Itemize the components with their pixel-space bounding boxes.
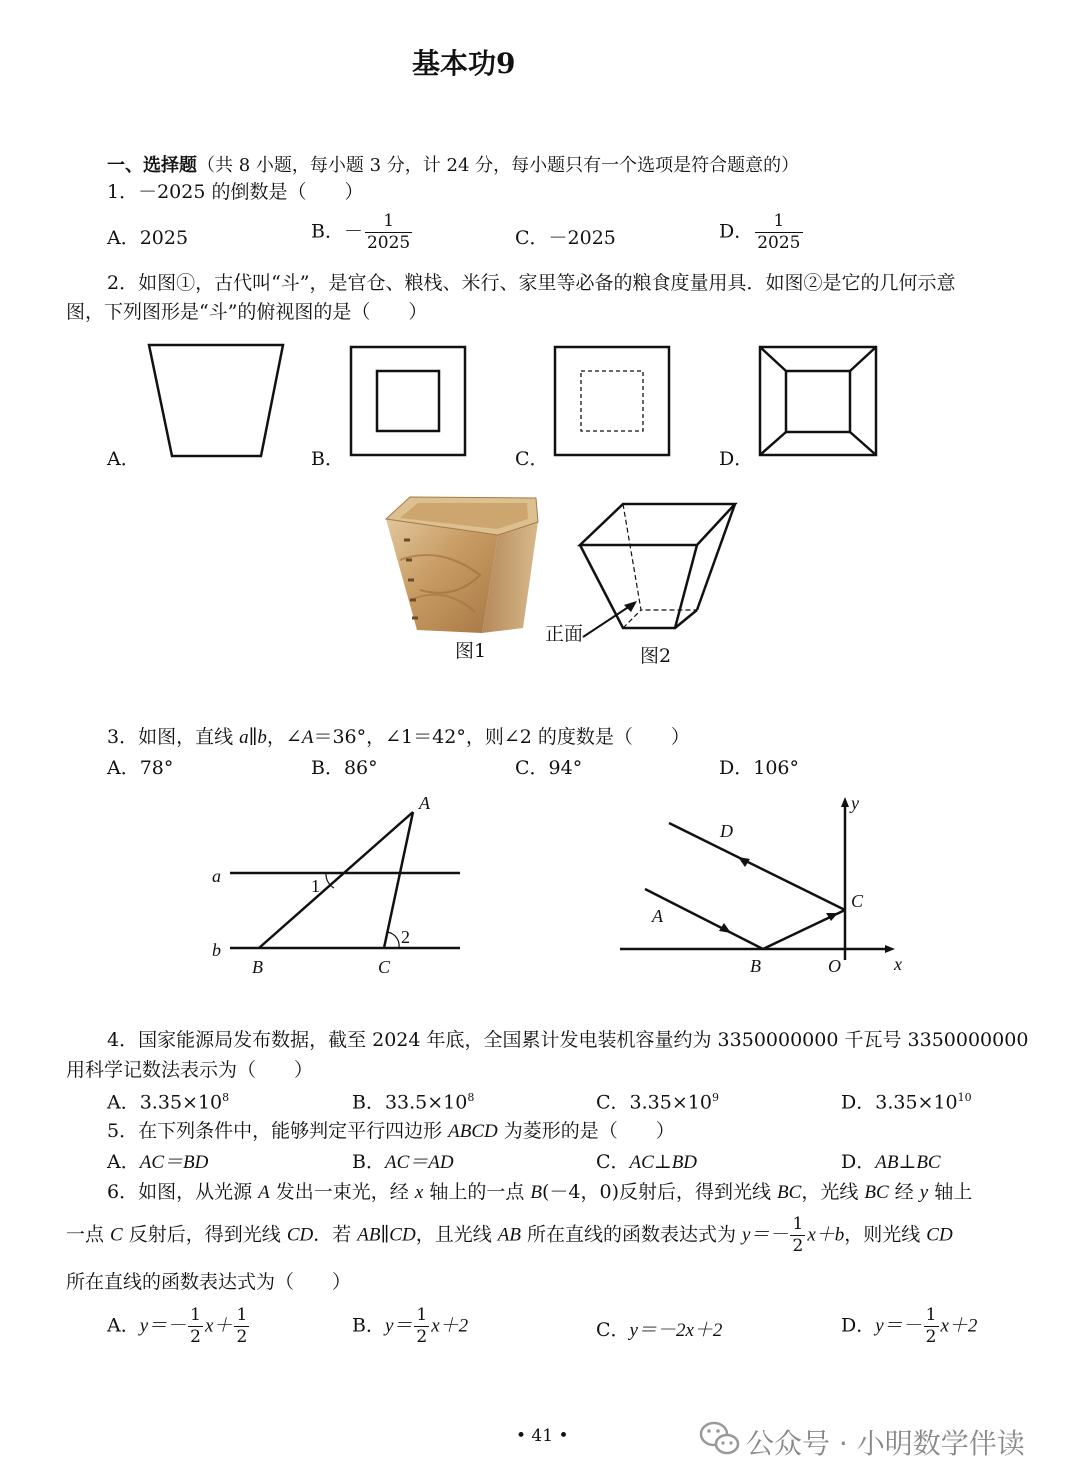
expr-part: y＝－ (875, 1315, 922, 1337)
page-title: 基本功9 (412, 47, 516, 80)
expr-part: y＝－2x＋2 (629, 1320, 723, 1341)
q5-option-d-text: AB⊥BC (875, 1152, 941, 1173)
q6-text: 反射后，得到光线 (122, 1223, 287, 1246)
q6-text: ．若 (313, 1223, 358, 1246)
fraction-numerator: 1 (236, 1305, 248, 1325)
q3-option-a: A．78° (107, 757, 174, 779)
var-A: A (301, 727, 314, 748)
q6-text: 经 (888, 1181, 920, 1203)
parallel-symbol: ∥ (380, 1223, 390, 1246)
fraction-denominator: 2 (925, 1327, 937, 1347)
front-label: 正面 (545, 623, 584, 645)
q1-stem: 1．－2025 的倒数是（ ） (107, 181, 364, 203)
fraction-numerator: 1 (365, 213, 412, 233)
watermark: 公众号 · 小明数学伴读 (746, 1427, 1025, 1460)
section-note: （共 8 小题，每小题 3 分，计 24 分，每小题只有一个选项是符合题意的） (197, 155, 800, 176)
option-prefix: C． (596, 1151, 630, 1173)
q4-option-d-base: D．3.35×10 (841, 1091, 958, 1114)
expr-part: y＝－ (742, 1224, 789, 1246)
var-CD: CD (926, 1224, 953, 1246)
exponent: 10 (957, 1091, 972, 1104)
q4-option-a-base: A．3.35×10 (107, 1091, 223, 1114)
q6-text: 所在直线的函数表达式为 (520, 1223, 743, 1246)
var-ABCD: ABCD (448, 1121, 498, 1142)
label-angle-1: 1 (311, 876, 320, 896)
fraction-denominator: 2025 (757, 233, 801, 253)
label-angle-2: 2 (401, 927, 410, 947)
q6-text: 轴上的一点 (423, 1181, 531, 1203)
exponent: 9 (711, 1091, 719, 1104)
option-prefix: B． (352, 1151, 385, 1173)
var-BC: BC (864, 1182, 889, 1203)
fraction-denominator: 2 (416, 1327, 428, 1347)
fraction-numerator: 1 (190, 1305, 201, 1325)
q3-option-d: D．106° (719, 757, 799, 779)
var-BC: BC (777, 1182, 802, 1203)
fraction-numerator: 1 (755, 213, 802, 233)
var-CD: CD (389, 1224, 416, 1246)
q6-text: ，光线 (801, 1181, 865, 1203)
option-prefix: B． (352, 1314, 385, 1337)
q1-option-c: C．－2025 (515, 227, 616, 249)
var-b: b (257, 727, 267, 748)
q6-text: ，则光线 (844, 1223, 927, 1246)
label-B: B (252, 957, 263, 977)
var-x: x (414, 1182, 424, 1203)
exponent: 8 (467, 1091, 475, 1104)
q2-option-b: B． (311, 448, 344, 470)
label-y: y (851, 793, 859, 813)
parallel-symbol: ∥ (248, 726, 258, 748)
figure-1-caption: 图1 (455, 640, 487, 662)
q3-stem-part: ＝36°，∠1＝42°，则∠2 的度数是（ ） (313, 726, 690, 748)
q6-text: ，且光线 (415, 1223, 498, 1246)
figure-2-caption: 图2 (640, 645, 672, 667)
var-CD: CD (286, 1224, 314, 1246)
label-O: O (828, 956, 841, 976)
expr-part: y＝－ (139, 1315, 187, 1337)
label-D: D (720, 821, 733, 841)
label-B: B (750, 956, 761, 976)
q4-option-b-base: B．33.5×10 (352, 1091, 468, 1114)
q5-stem-part: 为菱形的是（ ） (497, 1120, 675, 1142)
q3-stem-part: 3．如图，直线 (107, 726, 240, 748)
q5-option-a-text: AC＝BD (139, 1152, 209, 1173)
option-prefix: C． (596, 1319, 630, 1341)
option-prefix: D． (841, 1151, 876, 1173)
option-prefix: D． (841, 1314, 876, 1337)
var-AB: AB (497, 1224, 521, 1246)
section-title: 一、选择题 (107, 155, 197, 176)
q2-line1: 2．如图①，古代叫“斗”，是官仓、粮栈、米行、家里等必备的粮食度量用具．如图②是它的几何示意 (107, 272, 956, 294)
exponent: 8 (222, 1091, 230, 1104)
option-prefix: A． (107, 1314, 140, 1337)
label-x: x (894, 954, 902, 974)
fraction-numerator: 1 (792, 1214, 804, 1234)
q3-option-c: C．94° (515, 757, 583, 779)
q6-text: 发出一束光，经 (269, 1181, 415, 1203)
var-B: B (530, 1182, 542, 1203)
q2-option-a: A． (107, 448, 140, 470)
q3-stem-part: ，∠ (266, 726, 302, 748)
var-y: y (919, 1182, 929, 1203)
fraction-numerator: 1 (416, 1305, 428, 1325)
q1-option-a: A．2025 (107, 227, 189, 249)
fraction-denominator: 2 (792, 1236, 804, 1256)
expr-part: y＝ (384, 1315, 413, 1337)
expr-part: x＋2 (940, 1315, 978, 1337)
q6-text: (－4，0)反射后，得到光线 (541, 1181, 778, 1203)
label-C: C (378, 957, 391, 977)
fraction-numerator: 1 (925, 1305, 937, 1325)
expr-part: x＋b (807, 1224, 845, 1246)
q2-option-c: C． (515, 448, 549, 470)
fraction-denominator: 2 (190, 1327, 201, 1347)
q5-option-b-text: AC＝AD (384, 1152, 454, 1173)
label-A: A (652, 906, 663, 926)
q5-stem-part: 5．在下列条件中，能够判定平行四边形 (107, 1120, 449, 1142)
var-A: A (258, 1182, 270, 1203)
q4-line2: 用科学记数法表示为（ ） (66, 1059, 314, 1081)
label-C: C (851, 891, 864, 911)
q6-text: 6．如图，从光源 (107, 1181, 259, 1203)
expr-part: x＋ (205, 1315, 233, 1337)
q5-option-c-text: AC⊥BD (629, 1152, 698, 1173)
q6-text: 一点 (66, 1223, 111, 1246)
var-C: C (110, 1224, 123, 1246)
label-a: a (212, 866, 221, 886)
q6-line3: 所在直线的函数表达式为（ ） (66, 1271, 352, 1293)
q6-text: 轴上 (928, 1181, 973, 1203)
label-b: b (212, 940, 221, 960)
fraction-denominator: 2 (236, 1327, 248, 1347)
q1-option-b-prefix: B．－ (311, 220, 363, 243)
q4-line1: 4．国家能源局发布数据，截至 2024 年底，全国累计发电装机容量约为 3350000000 千瓦号 3350000000 (107, 1029, 1029, 1051)
q3-option-b: B．86° (311, 757, 378, 779)
q1-option-d-prefix: D． (719, 220, 754, 243)
q4-option-c-base: C．3.35×10 (596, 1091, 712, 1114)
expr-part: x＋2 (431, 1315, 469, 1337)
var-a: a (239, 727, 249, 748)
q2-line2: 图，下列图形是“斗”的俯视图的是（ ） (66, 301, 428, 323)
page-number: • 41 • (516, 1426, 569, 1446)
option-prefix: A． (107, 1151, 140, 1173)
q2-option-d: D． (719, 448, 754, 470)
label-A: A (419, 793, 430, 813)
fraction-denominator: 2025 (366, 233, 411, 253)
var-AB: AB (357, 1224, 381, 1246)
